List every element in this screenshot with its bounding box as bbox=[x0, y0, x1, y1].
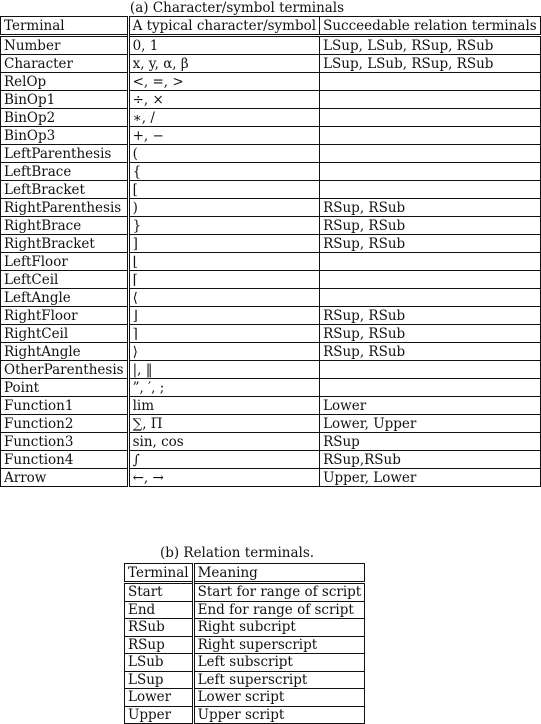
table-a-row-cell-2: ⌈ bbox=[128, 271, 320, 289]
table-a-row-cell-2: [ bbox=[128, 181, 320, 199]
table-a-row-cell-2: ⌋ bbox=[128, 307, 320, 325]
table-a-row-cell-3 bbox=[320, 73, 541, 91]
table-a-row-cell-1: BinOp3 bbox=[1, 127, 129, 145]
table-a-row-cell-1: LeftFloor bbox=[1, 253, 129, 271]
table-a-row-cell-1: BinOp1 bbox=[1, 91, 129, 109]
table-b-row bbox=[125, 689, 365, 707]
table-b-row bbox=[125, 583, 365, 602]
table-b-row-cell-1: LSup bbox=[125, 671, 194, 689]
table-a-row-cell-2: <, =, > bbox=[128, 73, 320, 91]
table-a-row-cell-2: ←, → bbox=[128, 469, 320, 487]
table-a-row-cell-3: RSup, RSub bbox=[320, 199, 541, 217]
table-a-row-cell-1: LeftBrace bbox=[1, 163, 129, 181]
table-a-row-cell-3 bbox=[320, 289, 541, 307]
table-b-row bbox=[125, 706, 365, 724]
table-a-row-cell-1: RightFloor bbox=[1, 307, 129, 325]
table-a-row bbox=[1, 433, 541, 451]
table-a-header-succeedable: Succeedable relation terminals bbox=[320, 17, 541, 36]
table-a-row-cell-1: Function2 bbox=[1, 415, 129, 433]
table-a-row-cell-1: RightBracket bbox=[1, 235, 129, 253]
table-a-row bbox=[1, 415, 541, 433]
table-a-row-cell-3: RSup, RSub bbox=[320, 343, 541, 361]
table-a-row-cell-3 bbox=[320, 271, 541, 289]
table-a-row-cell-1: Point bbox=[1, 379, 129, 397]
table-a-row bbox=[1, 451, 541, 469]
table-a-row-cell-1: RightAngle bbox=[1, 343, 129, 361]
table-a-row-cell-3 bbox=[320, 253, 541, 271]
table-a-row bbox=[1, 91, 541, 109]
table-a-row-cell-2: ( bbox=[128, 145, 320, 163]
table-a-row bbox=[1, 163, 541, 181]
table-a-row-cell-1: LeftAngle bbox=[1, 289, 129, 307]
table-a-row-cell-3: RSup,RSub bbox=[320, 451, 541, 469]
relation-terminals-table bbox=[124, 563, 365, 724]
table-a-row-cell-2: ⟩ bbox=[128, 343, 320, 361]
table-a-row-cell-3: RSup, RSub bbox=[320, 235, 541, 253]
table-b-row-cell-2: Lower script bbox=[193, 689, 365, 707]
table-a-row bbox=[1, 307, 541, 325]
table-a-row-cell-1: Number bbox=[1, 36, 129, 55]
table-a-row-cell-2: 0, 1 bbox=[128, 36, 320, 55]
table-a-row-cell-3: LSup, LSub, RSup, RSub bbox=[320, 55, 541, 73]
table-a-row-cell-2: ∑, Π bbox=[128, 415, 320, 433]
table-a-row-cell-3 bbox=[320, 91, 541, 109]
table-a-row bbox=[1, 361, 541, 379]
table-a-row-cell-2: ⌊ bbox=[128, 253, 320, 271]
table-a-row-cell-2: ∫ bbox=[128, 451, 320, 469]
table-a-row bbox=[1, 145, 541, 163]
table-a-row-cell-1: BinOp2 bbox=[1, 109, 129, 127]
table-a-row-cell-2: lim bbox=[128, 397, 320, 415]
table-a-row-cell-2: ) bbox=[128, 199, 320, 217]
table-b-row-cell-1: Upper bbox=[125, 706, 194, 724]
table-a-row bbox=[1, 397, 541, 415]
table-a-row bbox=[1, 271, 541, 289]
table-a-row-cell-2: } bbox=[128, 217, 320, 235]
table-a-row-cell-1: Function1 bbox=[1, 397, 129, 415]
table-a-row-cell-2: +, − bbox=[128, 127, 320, 145]
table-a-row-cell-2: ”, ′, ; bbox=[128, 379, 320, 397]
table-a-row bbox=[1, 217, 541, 235]
table-a-row-cell-2: { bbox=[128, 163, 320, 181]
table-b-caption: (b) Relation terminals. bbox=[159, 545, 315, 561]
table-a-row bbox=[1, 127, 541, 145]
table-a-row-cell-3: Upper, Lower bbox=[320, 469, 541, 487]
table-a-row bbox=[1, 181, 541, 199]
table-a-row bbox=[1, 289, 541, 307]
table-a-row-cell-1: LeftCeil bbox=[1, 271, 129, 289]
table-a-row-cell-2: ⟨ bbox=[128, 289, 320, 307]
table-b-row bbox=[125, 654, 365, 672]
table-b-header-meaning: Meaning bbox=[193, 564, 365, 583]
table-a-row-cell-2: sin, cos bbox=[128, 433, 320, 451]
table-a-header-terminal: Terminal bbox=[1, 17, 129, 36]
table-a-row-cell-3 bbox=[320, 145, 541, 163]
table-a-row bbox=[1, 469, 541, 487]
table-b-row bbox=[125, 601, 365, 619]
table-b-row-cell-2: Right subcript bbox=[193, 619, 365, 637]
table-b-row-cell-2: End for range of script bbox=[193, 601, 365, 619]
table-a-row-cell-1: RightCeil bbox=[1, 325, 129, 343]
table-a-row-cell-1: RightParenthesis bbox=[1, 199, 129, 217]
table-a-row-cell-3: Lower, Upper bbox=[320, 415, 541, 433]
table-b-row-cell-2: Right superscript bbox=[193, 636, 365, 654]
table-b-row-cell-1: RSup bbox=[125, 636, 194, 654]
table-a-row-cell-2: ÷, × bbox=[128, 91, 320, 109]
table-a-row-cell-3: Lower bbox=[320, 397, 541, 415]
table-a-row bbox=[1, 235, 541, 253]
table-a-row-cell-1: RelOp bbox=[1, 73, 129, 91]
table-a-row-cell-3: RSup, RSub bbox=[320, 307, 541, 325]
table-a-row-cell-1: RightBrace bbox=[1, 217, 129, 235]
table-a-row-cell-2: |, ‖ bbox=[128, 361, 320, 379]
table-b-row-cell-1: Start bbox=[125, 583, 194, 602]
table-b-row-cell-2: Upper script bbox=[193, 706, 365, 724]
table-b-row-cell-1: RSub bbox=[125, 619, 194, 637]
table-a-caption: (a) Character/symbol terminals bbox=[129, 0, 345, 16]
character-symbol-terminals-table bbox=[0, 16, 541, 487]
table-a-row-cell-3: RSup, RSub bbox=[320, 325, 541, 343]
table-b-row-cell-1: LSub bbox=[125, 654, 194, 672]
table-a-row-cell-1: Function3 bbox=[1, 433, 129, 451]
table-a-row-cell-2: x, y, α, β bbox=[128, 55, 320, 73]
table-a-row-cell-3 bbox=[320, 127, 541, 145]
table-a-row bbox=[1, 73, 541, 91]
table-a-header-symbol: A typical character/symbol bbox=[128, 17, 320, 36]
table-a-header-row bbox=[1, 17, 541, 36]
table-b-header-row bbox=[125, 564, 365, 583]
table-a-row-cell-1: OtherParenthesis bbox=[1, 361, 129, 379]
table-a-row-cell-1: LeftParenthesis bbox=[1, 145, 129, 163]
table-a-row-cell-1: Character bbox=[1, 55, 129, 73]
table-a-row-cell-1: Function4 bbox=[1, 451, 129, 469]
table-a-row bbox=[1, 109, 541, 127]
table-b-row bbox=[125, 636, 365, 654]
table-a-row bbox=[1, 343, 541, 361]
table-b-row-cell-2: Start for range of script bbox=[193, 583, 365, 602]
table-a-row-cell-3: RSup, RSub bbox=[320, 217, 541, 235]
table-a-row bbox=[1, 55, 541, 73]
table-a-row bbox=[1, 325, 541, 343]
table-a-row-cell-2: ] bbox=[128, 235, 320, 253]
table-a-row-cell-3 bbox=[320, 361, 541, 379]
table-b-row-cell-1: End bbox=[125, 601, 194, 619]
table-b-row bbox=[125, 619, 365, 637]
table-a-row-cell-3 bbox=[320, 109, 541, 127]
table-a-row bbox=[1, 379, 541, 397]
table-b-row-cell-2: Left superscript bbox=[193, 671, 365, 689]
table-a-row-cell-1: Arrow bbox=[1, 469, 129, 487]
table-a-row bbox=[1, 199, 541, 217]
table-a-row-cell-2: ⌉ bbox=[128, 325, 320, 343]
table-a-row-cell-1: LeftBracket bbox=[1, 181, 129, 199]
table-b-row bbox=[125, 671, 365, 689]
table-a-row-cell-2: ∗, / bbox=[128, 109, 320, 127]
table-a-row-cell-3 bbox=[320, 181, 541, 199]
table-a-row bbox=[1, 253, 541, 271]
table-a-row-cell-3 bbox=[320, 379, 541, 397]
table-a-row bbox=[1, 36, 541, 55]
table-b-row-cell-1: Lower bbox=[125, 689, 194, 707]
table-a-row-cell-3: RSup bbox=[320, 433, 541, 451]
table-a-row-cell-3 bbox=[320, 163, 541, 181]
table-b-row-cell-2: Left subscript bbox=[193, 654, 365, 672]
table-b-header-terminal: Terminal bbox=[125, 564, 194, 583]
table-a-row-cell-3: LSup, LSub, RSup, RSub bbox=[320, 36, 541, 55]
